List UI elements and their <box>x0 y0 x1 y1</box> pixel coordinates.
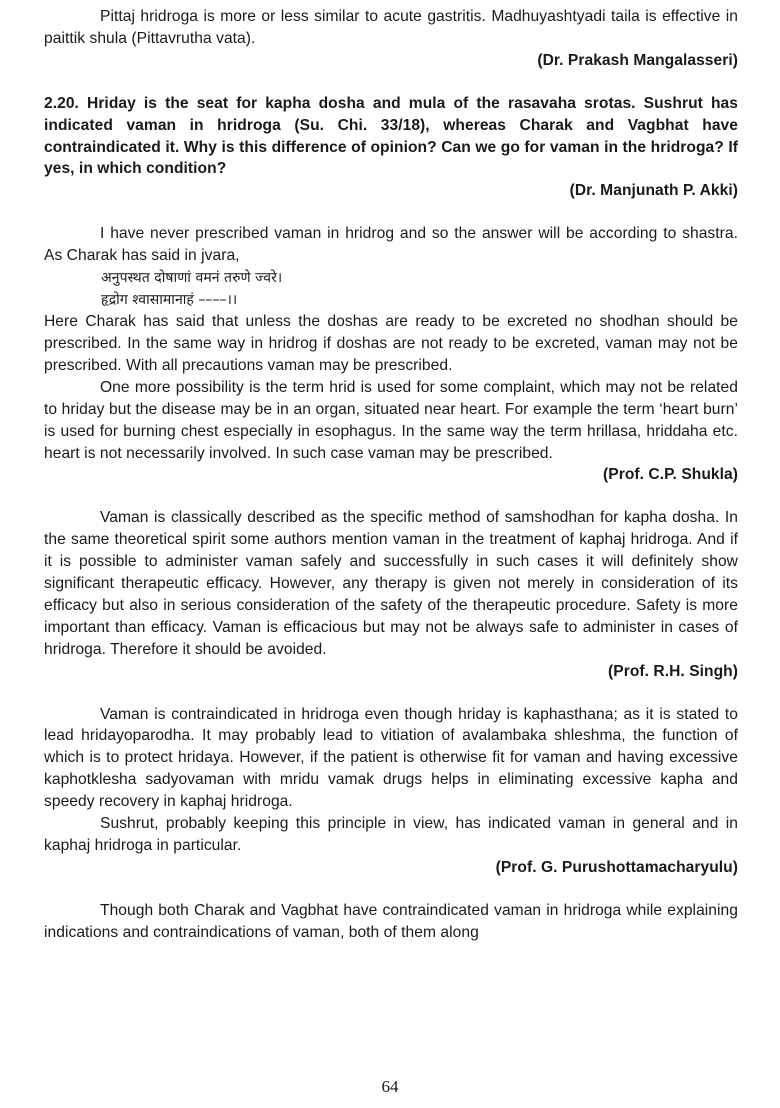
author-shukla: (Prof. C.P. Shukla) <box>603 466 738 484</box>
author-prakash: (Dr. Prakash Mangalasseri) <box>537 51 738 69</box>
paragraph-sushrut: Sushrut, probably keeping this principle in view, has indicated vaman in general and in kaphaj hridroga in particular. <box>44 815 738 854</box>
sanskrit-verse-line-2: हृद्रोग श्वासामानाहं ––––।। <box>101 292 238 309</box>
author-purushottamacharyulu: (Prof. G. Purushottamacharyulu) <box>495 858 738 876</box>
document-page <box>44 6 738 944</box>
paragraph-possibility: One more possibility is the term hrid is used for some complaint, which may not be related to hriday but the disease may be in an organ, situated near heart. For example the term ‘heart burn’ is used for burning chest especially in esophagus. In the same way the term hrillasa, hriddaha etc. heart is not necessarily involved. In such case vaman may be prescribed. <box>44 378 738 462</box>
author-singh: (Prof. R.H. Singh) <box>608 662 738 680</box>
paragraph-charak-vagbhat: Though both Charak and Vagbhat have contraindicated vaman in hridroga while explaining indications and contraindications of vaman, both of them along <box>44 901 738 941</box>
page-number: 64 <box>381 1077 399 1096</box>
paragraph-samshodhan: Vaman is classically described as the specific method of samshodhan for kapha dosha. In the same theoretical spirit some authors mention vaman in the treatment of kaphaj hridroga. And if it is possible to administer vaman safely and successfully in such cases it will definitely show significant therapeutic efficacy. However, any therapy is given not merely in consideration of its efficacy but also in serious consideration of the safety of the therapeutic procedure. Safety is more important than efficacy. Vaman is efficacious but may not be always safe to administer in cases of hridroga. Therefore it should be avoided. <box>44 509 738 658</box>
sanskrit-verse-line-1: अनुपस्थत दोषाणां वमनं तरुणे ज्वरे। <box>101 270 283 287</box>
author-manjunath: (Dr. Manjunath P. Akki) <box>569 182 738 200</box>
question-2-20: 2.20. Hriday is the seat for kapha dosha and mula of the rasavaha srotas. Sushrut has indicated vaman in hridroga (Su. Chi. 33/18), whereas Charak and Vagbhat have contraindicated it. Why is this difference of opinion? Can we go for vaman in the hridroga? If yes, in which condition? <box>44 94 738 178</box>
paragraph-pittaj: Pittaj hridroga is more or less similar to acute gastritis. Madhuyashtyadi taila is effective in paittik shula (Pittavrutha vata). <box>44 8 738 47</box>
paragraph-contraindicated: Vaman is contraindicated in hridroga even though hriday is kaphasthana; as it is stated to lead hridayoparodha. It may probably lead to vitiation of avalambaka shleshma, the function of which is to protect hridaya. However, if the patient is otherwise fit for vaman and having excessive kaphotklesha sadyovaman with mridu vamak drugs helps in eliminating excessive kapha and speedy recovery in kaphaj hridroga. <box>44 705 738 811</box>
paragraph-charak: Here Charak has said that unless the doshas are ready to be excreted no shodhan should be prescribed. In the same way in hridrog if doshas are not ready to be excreted, vaman may not be prescribed. With all precautions vaman may be prescribed. <box>44 313 738 374</box>
paragraph-shastra: I have never prescribed vaman in hridrog and so the answer will be according to shastra. As Charak has said in jvara, <box>44 225 738 265</box>
